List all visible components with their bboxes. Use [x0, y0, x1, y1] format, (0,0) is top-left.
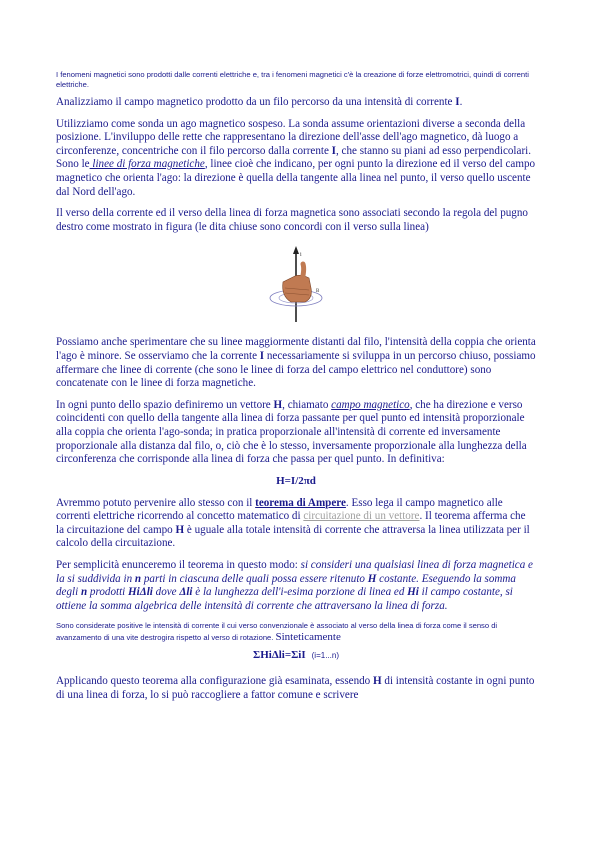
symbol-i: I — [331, 144, 336, 157]
paragraph-sign-convention — [56, 621, 536, 643]
text: Utilizziamo come sonda un ago magnetico sospeso. La sonda assume orientazioni diverse a seconda della posizione. L'inviluppo delle rette che rappresentano la direzione dell'asse dell'ago magnetico, dà luogo a circonferenze, concentriche con il filo percorso dalla corrente — [56, 117, 526, 157]
symbol-h: H — [175, 523, 185, 536]
text: necessariamente si sviluppa in un percorso chiuso, possiamo affermare che linee di corrente (che sono le linee di forza del campo elettrico nel conduttore) sono concatenate con le linee di forza magnetiche. — [56, 349, 536, 390]
text: In ogni punto dello spazio definiremo un vettore — [56, 398, 274, 411]
formula-sum-lhs: ΣHiΔli=ΣiI — [253, 649, 306, 662]
symbol-h: H — [372, 675, 382, 688]
italic-text: si consideri una qualsiasi linea di forza magnetica e la si suddivida in — [56, 559, 533, 585]
document-body — [56, 70, 536, 711]
symbol-n: n — [80, 586, 88, 599]
figure-label-b: B — [316, 289, 320, 295]
link-circuitazione[interactable]: circuitazione di un vettore — [303, 510, 420, 523]
figure-label-i: i — [300, 252, 302, 259]
text: Sinteticamente — [275, 630, 341, 643]
text: Sono considerate positive le intensità di corrente il cui verso convenzionale è associato al verso della linea di forza come il senso di avanzamento di una vite destrogira rispetto al verso di rotazione. — [56, 621, 498, 642]
text: , che stanno su piani ad esso perpendicolari. Sono le — [56, 144, 531, 171]
italic-text: parti in ciascuna delle quali possa essere ritenuto — [141, 572, 368, 585]
text: Per semplicità enunceremo il teorema in questo modo: — [56, 559, 301, 572]
italic-text: è la lunghezza dell'i-esima porzione di linea ed — [192, 586, 408, 599]
text: Analizziamo il campo magnetico prodotto da un filo percorso da una intensità di corrente — [56, 96, 456, 108]
symbol-i: I — [259, 349, 265, 362]
paragraph-apply — [56, 675, 536, 702]
link-linee-di-forza[interactable]: linee di forza magnetiche — [89, 158, 205, 171]
text: Avremmo potuto pervenire allo stesso con il — [56, 496, 256, 509]
text: , linee cioè che indicano, per ogni punto la direzione ed il verso del campo magnetico che orienta l'ago: la direzione è quella della tangente alla linea nel punto, il verso quello uscente dal Nord dell'ago. — [56, 158, 536, 198]
paragraph-theorem — [56, 559, 536, 613]
paragraph-ampere — [56, 497, 536, 551]
symbol-n: n — [134, 572, 142, 585]
italic-text: dove — [152, 586, 180, 599]
symbol-h: H — [367, 572, 377, 585]
link-campo-magnetico[interactable]: campo magnetico — [331, 398, 410, 411]
symbol-hidli: HiΔli — [128, 586, 153, 599]
link-teorema-di-ampere[interactable]: teorema di Ampere — [255, 496, 346, 509]
symbol-i: I — [455, 96, 460, 108]
italic-text: costante. Eseguendo la somma degli — [56, 572, 516, 599]
text: è uguale alla totale intensità di corrente che attraversa la linea utilizzata per il calcolo della circuitazione. — [56, 523, 530, 550]
symbol-hi: Hi — [407, 586, 419, 599]
intro-small-paragraph: I fenomeni magnetici sono prodotti dalle correnti elettriche e, tra i fenomeni magnetici c'è la creazione di forze elettromotrici, quindi di correnti elettriche. — [56, 70, 529, 89]
text: Possiamo anche sperimentare che su linee maggiormente distanti dal filo, l'intensità della coppia che orienta l'ago è minore. Se osserviamo che la corrente — [56, 336, 536, 362]
symbol-h: H — [273, 398, 283, 411]
formula-h: H=I/2πd — [276, 474, 316, 487]
formula-sum — [56, 649, 536, 661]
paragraph-analyze — [56, 96, 536, 110]
text: , chiamato — [282, 398, 332, 411]
right-hand-rule-figure — [56, 244, 536, 324]
italic-text: prodotti — [87, 586, 129, 599]
text: . — [459, 96, 463, 108]
text: . Il teorema afferma che la circuitazione del campo — [56, 510, 526, 536]
text: . Esso lega il campo magnetico alle correnti elettriche ricorrendo al concetto matematico di — [56, 496, 503, 523]
text: di intensità costante in ogni punto di una linea di forza, lo si può raccogliere a fattor comune e scrivere — [56, 675, 535, 702]
paragraph-vector-h — [56, 399, 536, 467]
right-hand-rule-illustration — [261, 244, 331, 324]
text: , che ha direzione e verso coincidenti con quello della tangente alla linea di forza passante per quel punto ed intensità proporzionale alla coppia che orienta l'ago-sonda; in pratica proporzionale all'intensità di corrente ed inversamente proporzionale alla distanza dal filo, o, ciò che è lo stesso, inversamente proporzionale alla lunghezza della circonferenza che corrisponde alla linea di forza che passa per quel punto. In definitiva: — [56, 398, 527, 466]
paragraph-probe — [56, 118, 536, 200]
symbol-dli: Δli — [179, 586, 193, 599]
formula-sum-index: (i=1...n) — [311, 651, 339, 661]
paragraph-right-hand-rule: Il verso della corrente ed il verso della linea di forza magnetica sono associati secondo la regola del pugno destro come mostrato in figura (le dita chiuse sono concordi con il verso sulla linea) — [56, 207, 528, 233]
text: Applicando questo teorema alla configurazione già esaminata, essendo — [56, 675, 373, 688]
italic-text: il campo costante, si ottiene la somma algebrica delle intensità di corrente che attraversano la linea di forza. — [56, 586, 513, 612]
paragraph-experiment — [56, 336, 536, 390]
